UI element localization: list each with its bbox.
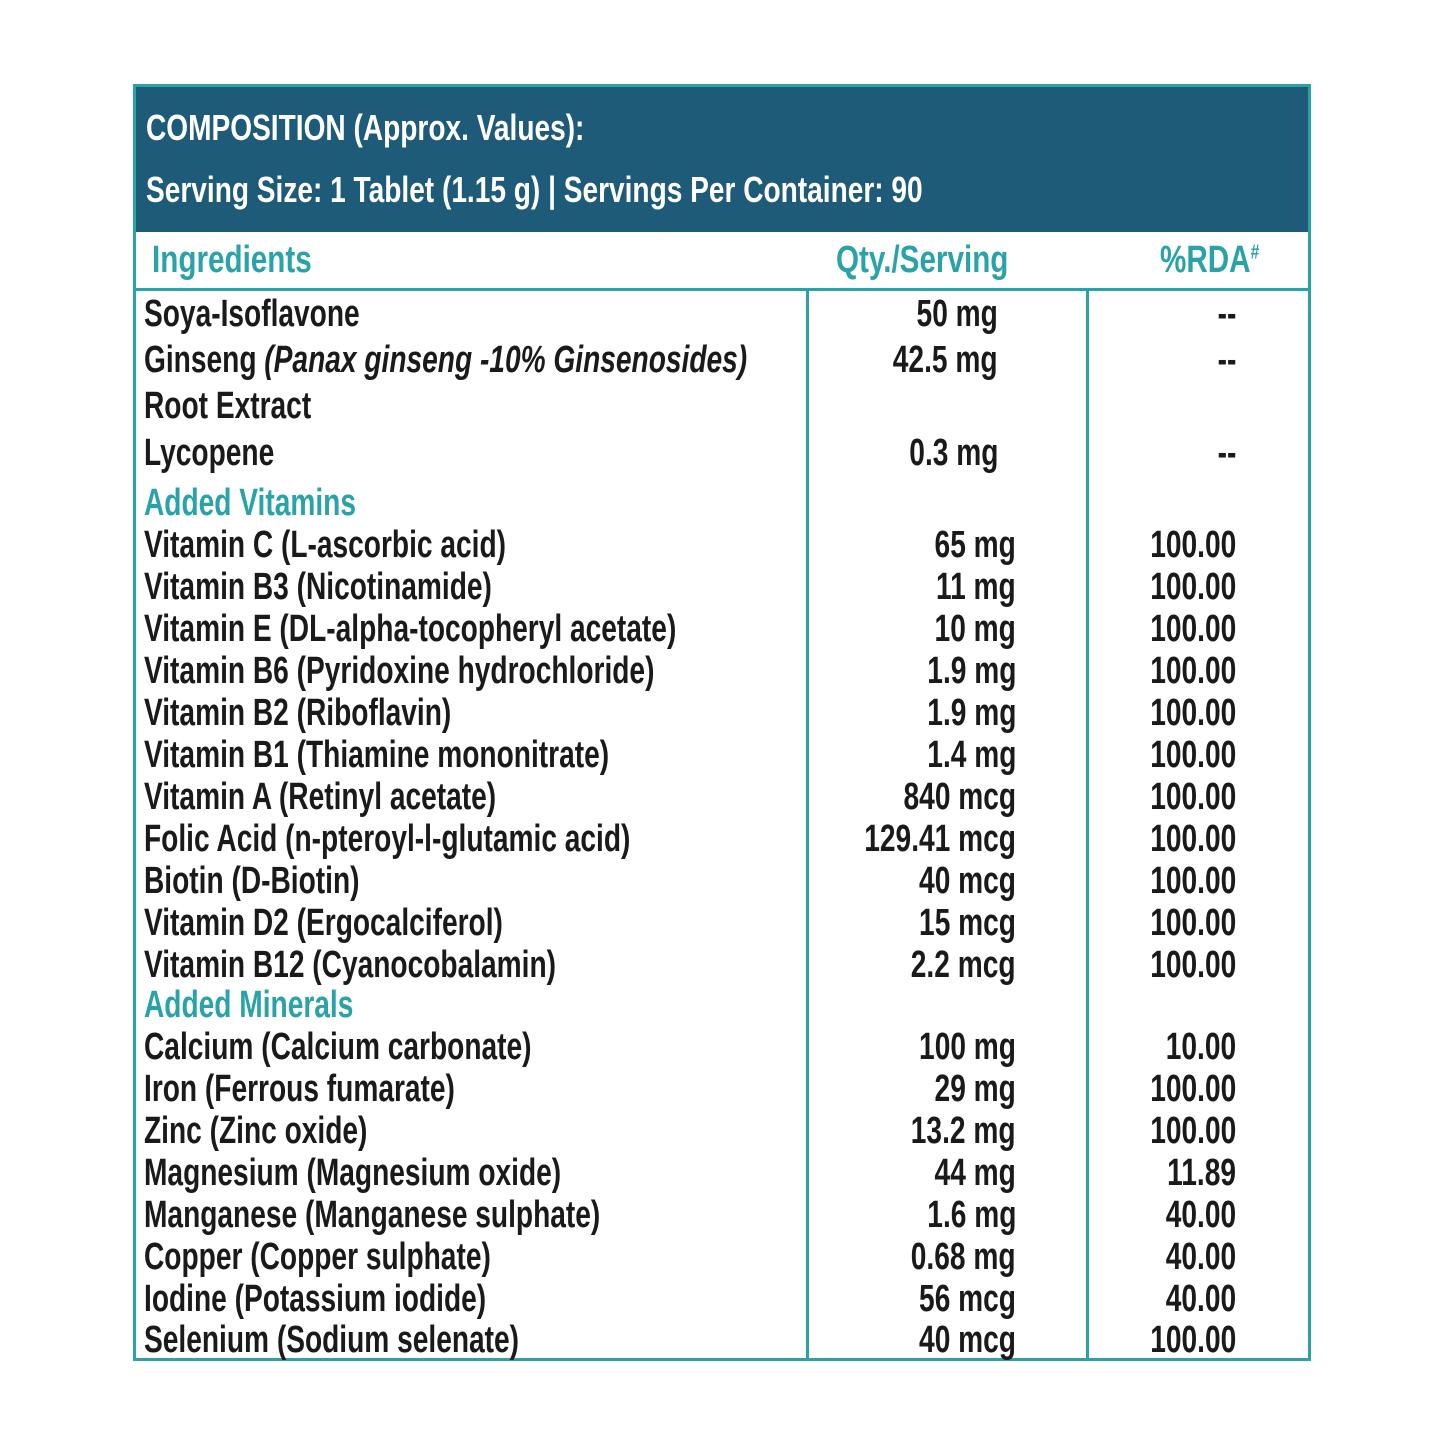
vitamins-heading: Added Vitamins	[144, 482, 356, 524]
ingredient-name: Vitamin E (DL-alpha-tocopheryl acetate)	[144, 608, 677, 650]
table-row	[136, 524, 1308, 566]
ingredient-rda: 100.00	[1149, 776, 1236, 818]
table-row	[136, 776, 1308, 818]
ingredient-name: Vitamin A (Retinyl acetate)	[144, 776, 497, 818]
table-row	[136, 1278, 1308, 1320]
ingredient-rda: 100.00	[1149, 692, 1236, 734]
ingredient-qty: 1.4 mg	[926, 734, 1016, 776]
ingredient-rda: 40.00	[1165, 1236, 1236, 1278]
section-heading	[136, 984, 1308, 1026]
ingredient-qty: 11 mg	[936, 566, 1016, 608]
table-row	[136, 818, 1308, 860]
ingredient-name: Zinc (Zinc oxide)	[144, 1110, 368, 1152]
ingredient-rda: 100.00	[1149, 902, 1236, 944]
ingredient-name: Folic Acid (n-pteroyl-l-glutamic acid)	[144, 818, 631, 860]
table-row	[136, 385, 1308, 427]
ingredient-qty: 13.2 mg	[911, 1110, 1016, 1152]
ingredient-name: Lycopene	[144, 432, 275, 474]
composition-title: COMPOSITION (Approx. Values):	[146, 107, 585, 148]
table-row	[136, 608, 1308, 650]
ingredient-qty: 65 mg	[934, 524, 1016, 566]
ingredient-rda: 100.00	[1149, 524, 1236, 566]
ingredient-name: Vitamin B2 (Riboflavin)	[144, 692, 452, 734]
ingredient-rda: 100.00	[1149, 1110, 1236, 1152]
ingredient-qty: 56 mcg	[919, 1278, 1016, 1320]
ingredient-qty: 840 mcg	[903, 776, 1016, 818]
rda-header-label: %RDA	[1160, 239, 1251, 281]
table-row	[136, 734, 1308, 776]
table-row	[136, 650, 1308, 692]
qty-header: Qty./Serving	[836, 239, 1009, 281]
ingredient-name: Manganese (Manganese sulphate)	[144, 1194, 601, 1236]
ingredient-rda: 40.00	[1165, 1194, 1236, 1236]
composition-panel	[133, 84, 1311, 1361]
ingredient-qty: 40 mcg	[919, 1319, 1016, 1361]
rda-footnote-mark: #	[1250, 241, 1260, 264]
ingredient-qty: 44 mg	[934, 1152, 1016, 1194]
ingredient-name: Iron (Ferrous fumarate)	[144, 1068, 455, 1110]
ingredient-qty: 40 mcg	[919, 860, 1016, 902]
table-row	[136, 293, 1308, 335]
ingredient-rda: 100.00	[1149, 1068, 1236, 1110]
ingredient-name: Selenium (Sodium selenate)	[144, 1319, 520, 1361]
ingredient-qty: 129.41 mcg	[864, 818, 1016, 860]
ingredient-rda: 100.00	[1149, 1319, 1236, 1361]
ingredient-name: Vitamin B3 (Nicotinamide)	[144, 566, 492, 608]
ingredient-rda: 100.00	[1149, 650, 1236, 692]
ingredient-name	[144, 339, 747, 381]
ingredient-rda: 100.00	[1149, 608, 1236, 650]
ingredient-rda: --	[1217, 293, 1236, 335]
minerals-heading: Added Minerals	[144, 984, 354, 1026]
table-row	[136, 339, 1308, 381]
ingredient-qty: 50 mg	[916, 293, 998, 335]
table-row	[136, 1152, 1308, 1194]
section-heading	[136, 482, 1308, 524]
ingredient-name: Vitamin D2 (Ergocalciferol)	[144, 902, 503, 944]
table-row	[136, 860, 1308, 902]
table-row	[136, 1068, 1308, 1110]
ingredient-rda: 10.00	[1165, 1026, 1236, 1068]
ingredient-name: Vitamin B1 (Thiamine mononitrate)	[144, 734, 610, 776]
ingredient-rda: 100.00	[1149, 566, 1236, 608]
ingredient-qty: 1.9 mg	[926, 692, 1016, 734]
ingredient-qty: 29 mg	[934, 1068, 1016, 1110]
ingredient-name: Calcium (Calcium carbonate)	[144, 1026, 532, 1068]
ingredient-qty: 15 mcg	[919, 902, 1016, 944]
table-row	[136, 1236, 1308, 1278]
ingredient-name: Vitamin C (L-ascorbic acid)	[144, 524, 507, 566]
table-row	[136, 944, 1308, 986]
table-row	[136, 566, 1308, 608]
ingredient-rows	[136, 87, 1308, 1361]
ingredient-rda: 100.00	[1149, 818, 1236, 860]
table-row	[136, 1110, 1308, 1152]
ingredient-qty: 1.9 mg	[926, 650, 1016, 692]
ingredient-rda: --	[1217, 339, 1236, 381]
ingredient-name: Vitamin B6 (Pyridoxine hydrochloride)	[144, 650, 655, 692]
ingredient-rda: 100.00	[1149, 944, 1236, 986]
ingredient-name: Magnesium (Magnesium oxide)	[144, 1152, 562, 1194]
ingredient-name: Iodine (Potassium iodide)	[144, 1278, 487, 1320]
table-row	[136, 1194, 1308, 1236]
ingredient-qty: 2.2 mcg	[911, 944, 1016, 986]
ingredient-qty: 1.6 mg	[926, 1194, 1016, 1236]
ingredient-name: Soya-Isoflavone	[144, 293, 360, 335]
ingredient-name: Copper (Copper sulphate)	[144, 1236, 491, 1278]
ingredient-name: Root Extract	[144, 385, 312, 427]
ingredient-qty: 100 mg	[919, 1026, 1016, 1068]
ingredient-qty: 42.5 mg	[893, 339, 998, 381]
ingredients-header: Ingredients	[152, 239, 312, 281]
ingredient-name: Biotin (D-Biotin)	[144, 860, 360, 902]
table-row	[136, 902, 1308, 944]
table-row	[136, 692, 1308, 734]
table-row	[136, 1026, 1308, 1068]
ingredient-rda: --	[1217, 432, 1236, 474]
ingredient-rda: 100.00	[1149, 734, 1236, 776]
ingredient-name-main: Ginseng	[144, 339, 265, 381]
table-row	[136, 432, 1308, 474]
ingredient-qty: 0.3 mg	[908, 432, 998, 474]
ingredient-rda: 11.89	[1167, 1152, 1236, 1194]
serving-info: Serving Size: 1 Tablet (1.15 g) | Servings Per Container: 90	[146, 169, 923, 210]
ingredient-qty: 0.68 mg	[911, 1236, 1016, 1278]
ingredient-name: Vitamin B12 (Cyanocobalamin)	[144, 944, 557, 986]
table-row	[136, 1319, 1308, 1361]
ingredient-name-italic: (Panax ginseng -10% Ginsenosides)	[264, 339, 748, 381]
ingredient-qty: 10 mg	[934, 608, 1016, 650]
ingredient-rda: 100.00	[1149, 860, 1236, 902]
ingredient-rda: 40.00	[1165, 1278, 1236, 1320]
